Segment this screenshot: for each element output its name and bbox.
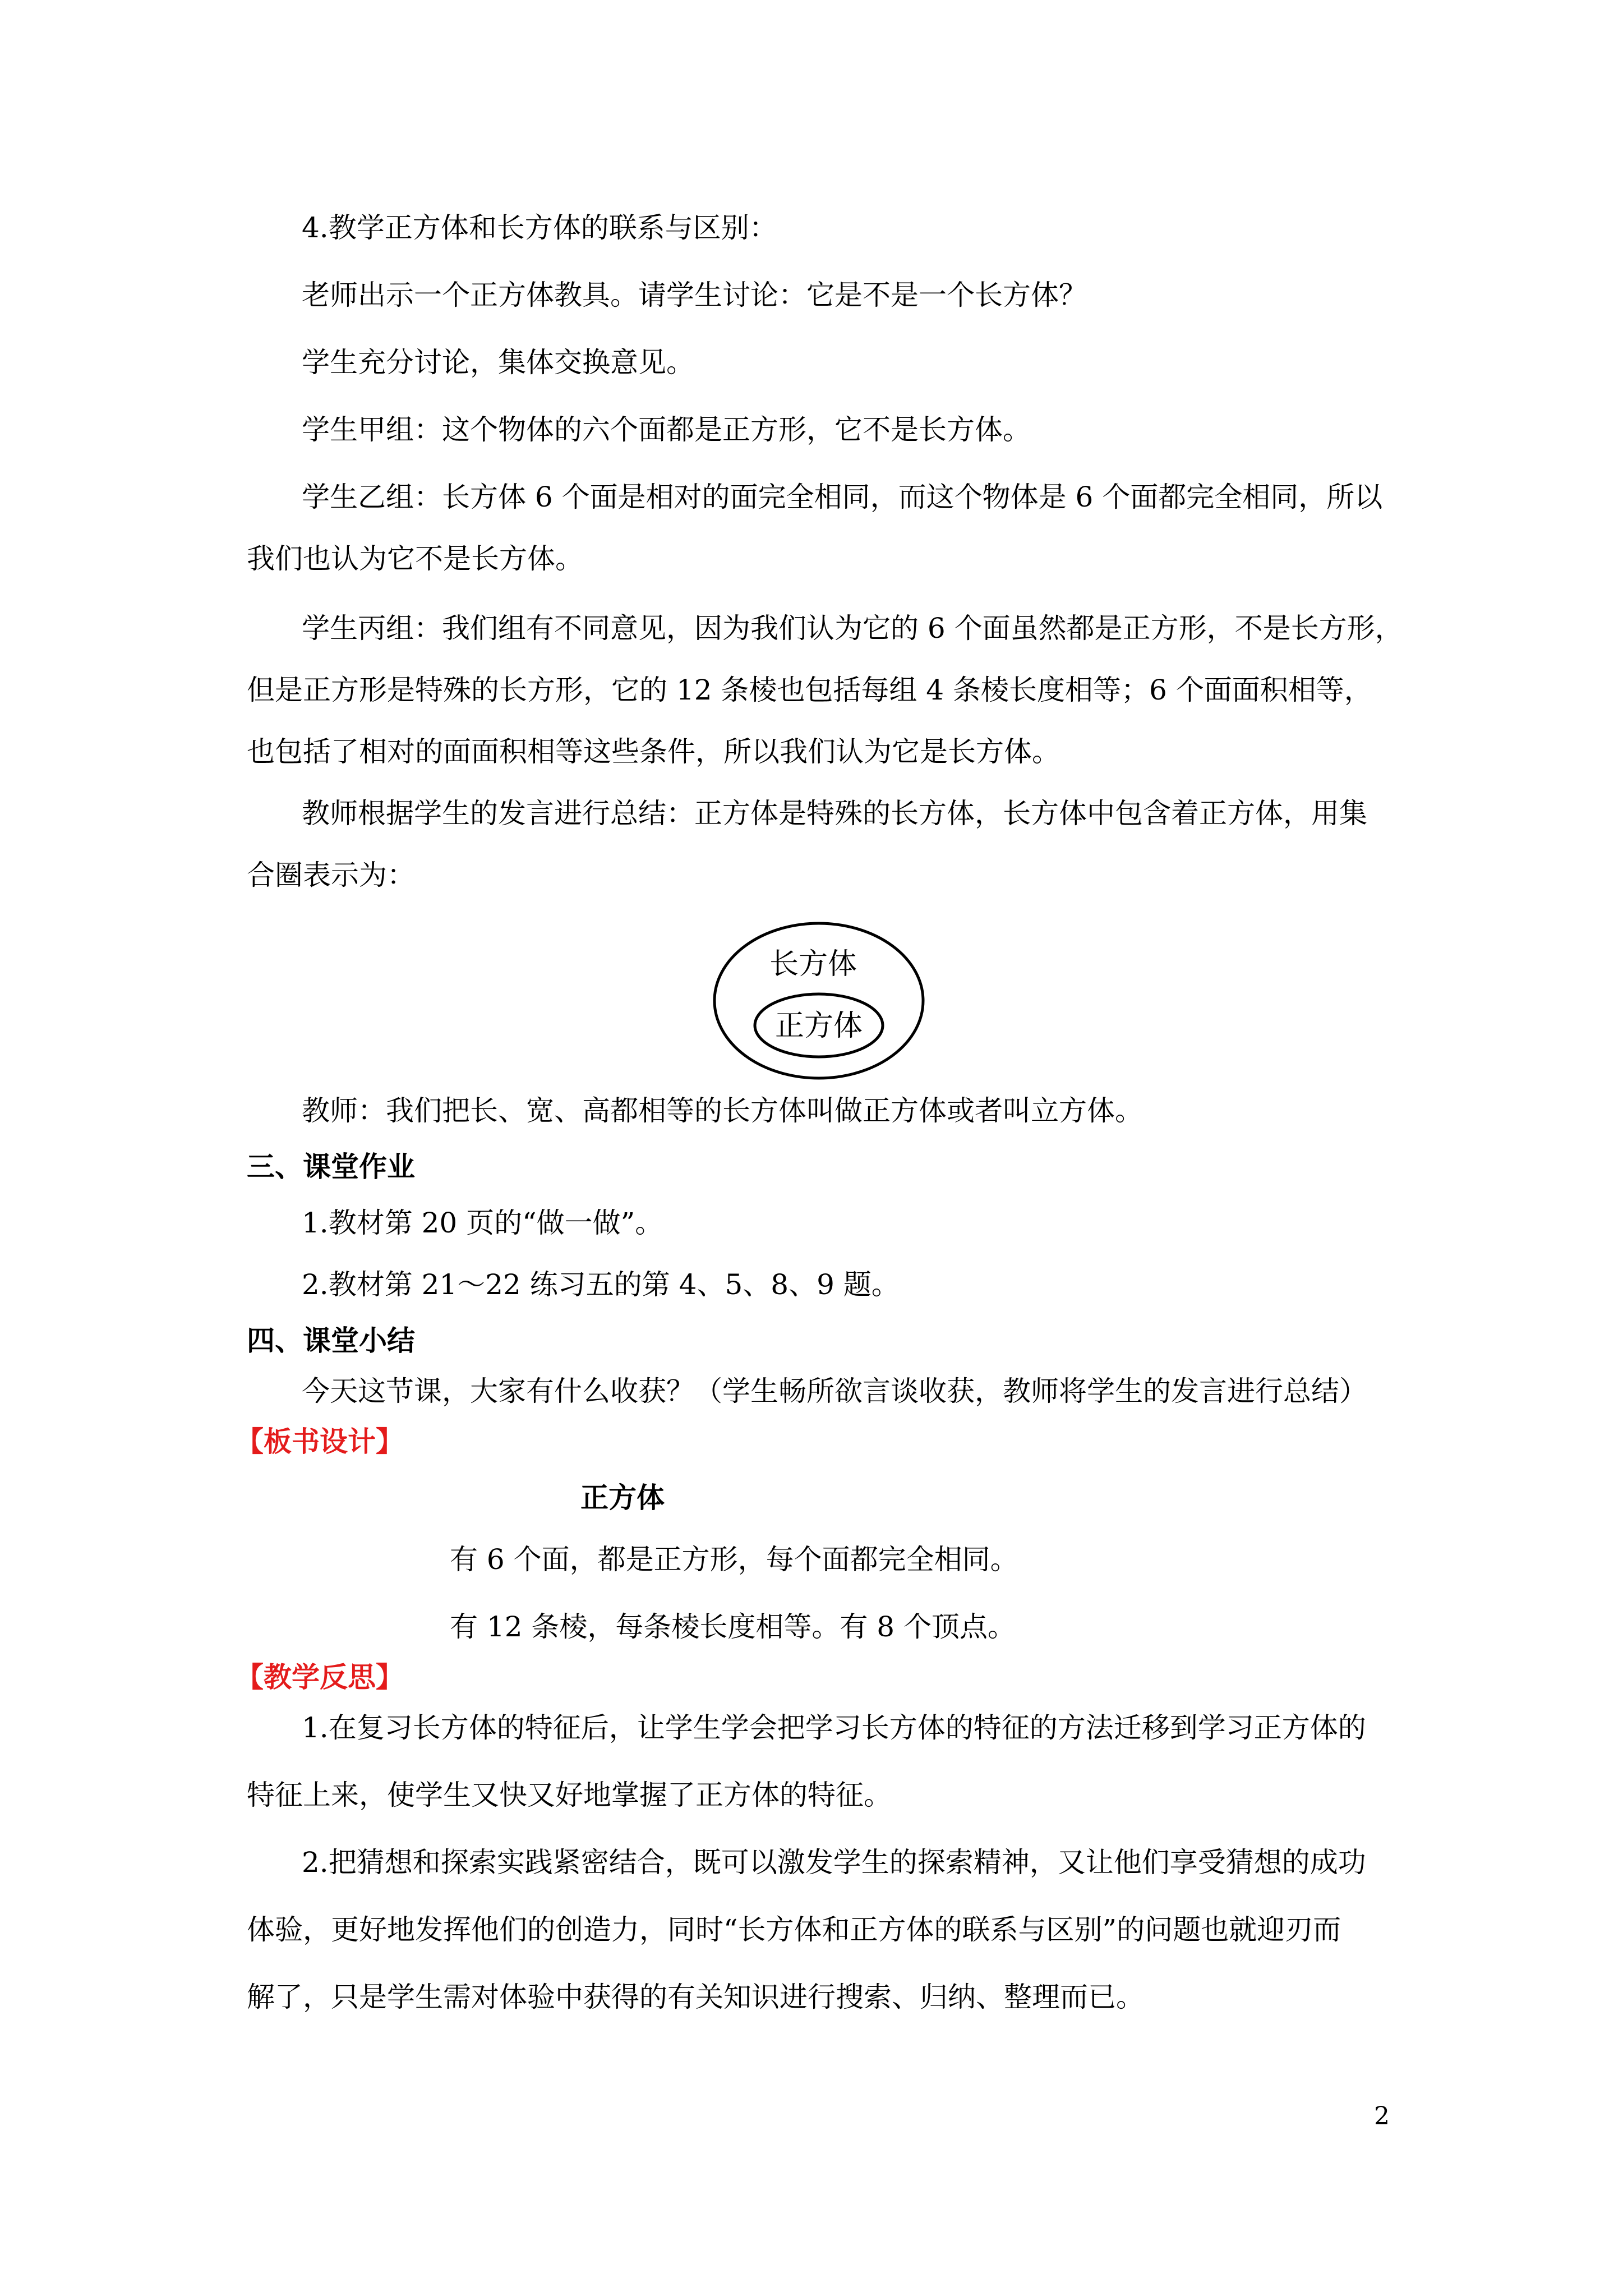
- group-b-line1: 学生乙组：长方体 6 个面是相对的面完全相同，而这个物体是 6 个面都完全相同，所以: [302, 481, 1383, 513]
- group-c-line2: 但是正方形是特殊的长方形，它的 12 条棱也包括每组 4 条棱长度相等；6 个面面积相等，: [247, 674, 1372, 706]
- board-line2: 有 12 条棱，每条棱长度相等。有 8 个顶点。: [450, 1611, 1016, 1643]
- venn-outer-label: 长方体: [769, 947, 857, 981]
- homework-item2: 2.教材第 21～22 练习五的第 4、5、8、9 题。: [302, 1268, 900, 1301]
- group-a-text: 学生甲组：这个物体的六个面都是正方形，它不是长方体。: [302, 413, 1031, 446]
- venn-inner-label: 正方体: [774, 1009, 863, 1043]
- board-line1: 有 6 个面，都是正方形，每个面都完全相同。: [450, 1543, 1018, 1576]
- page-number: 2: [1374, 2102, 1390, 2131]
- discussion-text: 学生充分讨论，集体交换意见。: [302, 346, 694, 379]
- board-title: 正方体: [580, 1481, 665, 1514]
- teacher-show-text: 老师出示一个正方体教具。请学生讨论：它是不是一个长方体？: [302, 279, 1087, 311]
- summary-line1: 教师根据学生的发言进行总结：正方体是特殊的长方体，长方体中包含着正方体，用集: [302, 797, 1367, 830]
- homework-heading: 三、课堂作业: [247, 1151, 415, 1183]
- outer-ellipse: [714, 923, 923, 1078]
- teacher-definition: 教师：我们把长、宽、高都相等的长方体叫做正方体或者叫立方体。: [302, 1094, 1143, 1127]
- reflection-p2-line2: 体验，更好地发挥他们的创造力，同时“长方体和正方体的联系与区别”的问题也就迎刃而: [247, 1913, 1341, 1946]
- reflection-p1-line1: 1.在复习长方体的特征后，让学生学会把学习长方体的特征的方法迁移到学习正方体的: [302, 1711, 1366, 1744]
- group-b-line2: 我们也认为它不是长方体。: [247, 542, 583, 575]
- section4-title: 4.教学正方体和长方体的联系与区别：: [302, 211, 777, 244]
- reflection-heading: 【教学反思】: [236, 1661, 404, 1694]
- reflection-p2-line1: 2.把猜想和探索实践紧密结合，既可以激发学生的探索精神，又让他们享受猜想的成功: [302, 1846, 1366, 1879]
- reflection-p1-line2: 特征上来，使学生又快又好地掌握了正方体的特征。: [247, 1779, 892, 1811]
- group-c-line3: 也包括了相对的面面积相等这些条件，所以我们认为它是长方体。: [247, 735, 1060, 768]
- reflection-p2-line3: 解了，只是学生需对体验中获得的有关知识进行搜索、归纳、整理而已。: [247, 1981, 1144, 2013]
- summary-text: 今天这节课，大家有什么收获？（学生畅所欲言谈收获，教师将学生的发言进行总结）: [302, 1375, 1367, 1407]
- board-design-heading: 【板书设计】: [236, 1425, 404, 1458]
- summary-line2: 合圈表示为：: [247, 859, 415, 891]
- venn-diagram: [709, 918, 934, 1086]
- summary-heading: 四、课堂小结: [247, 1324, 415, 1357]
- group-c-line1: 学生丙组：我们组有不同意见，因为我们认为它的 6 个面虽然都是正方形，不是长方形，: [302, 612, 1403, 645]
- homework-item1: 1.教材第 20 页的“做一做”。: [302, 1207, 663, 1239]
